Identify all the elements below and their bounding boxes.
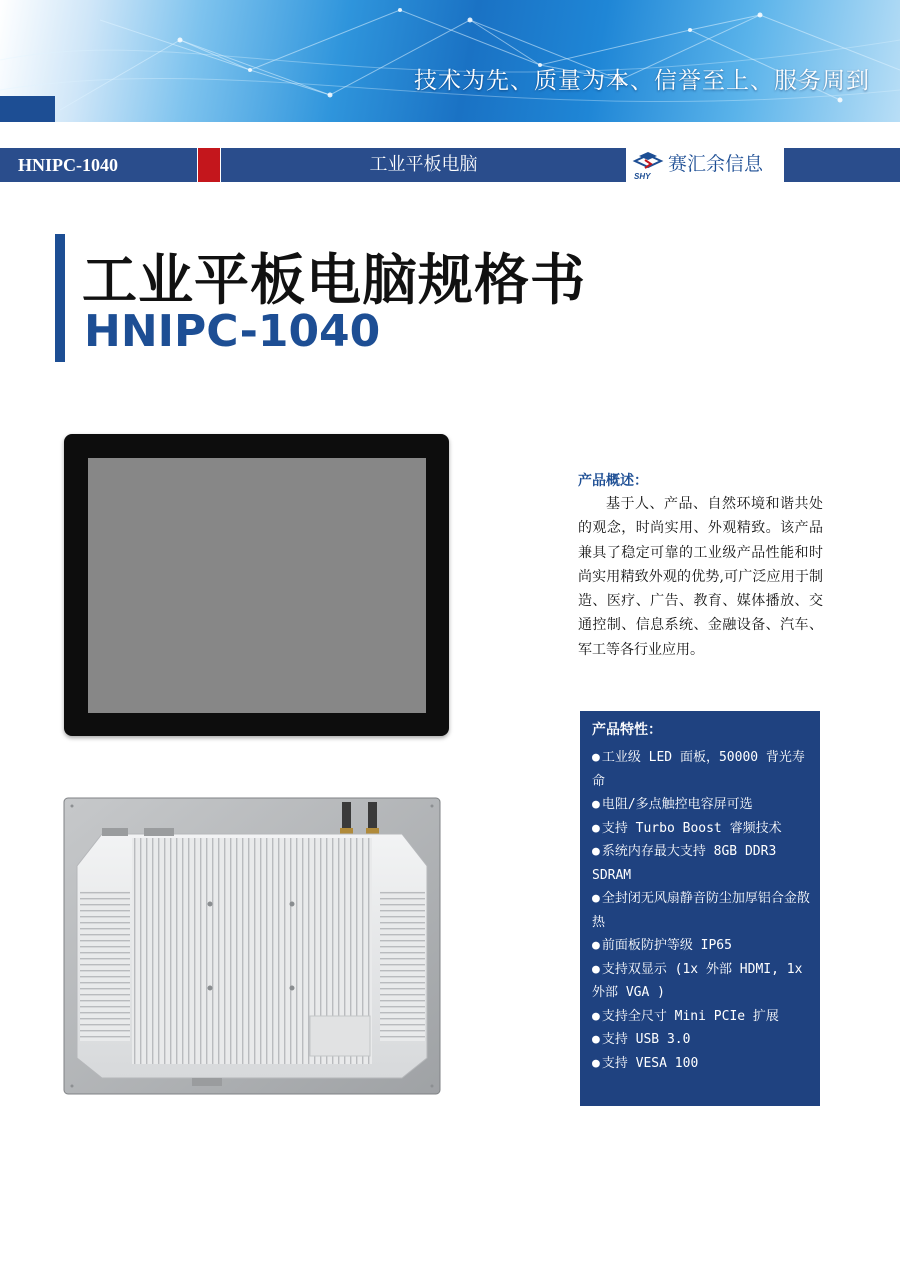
feature-item: ● 工业级 LED 面板，50000 背光寿命: [592, 746, 810, 793]
logo-mark-icon: [631, 150, 667, 180]
feature-item: ● 前面板防护等级 IP65: [592, 934, 810, 958]
overview-heading: 产品概述：: [578, 473, 648, 489]
overview-body: 基于人、产品、自然环境和谐共处的观念，时尚实用、外观精致。该产品兼具了稳定可靠的工业级产品性能和时尚实用精致外观的优势,可广泛应用于制造、医疗、广告、教育、媒体播放、交通控制、信息系统、金融设备、汽车、军工等各行业应用。: [578, 496, 823, 658]
product-back-image: [62, 796, 442, 1096]
feature-item: ● 支持双显示 (1x 外部 HDMI, 1x 外部 VGA ): [592, 958, 810, 1005]
top-banner: [0, 0, 900, 122]
header-category: 工业平板电脑: [221, 148, 626, 182]
banner-tab-decoration: [0, 96, 55, 122]
product-screen: [88, 458, 426, 713]
feature-item: ● 电阻/多点触控电容屏可选: [592, 793, 810, 817]
product-front-image: [64, 434, 449, 736]
header-end-bar: [784, 148, 900, 182]
feature-item: ● 系统内存最大支持 8GB DDR3 SDRAM: [592, 840, 810, 887]
title-accent-bar: [55, 234, 65, 362]
product-features-box: [580, 711, 820, 1106]
feature-item: ● 支持全尺寸 Mini PCIe 扩展: [592, 1005, 810, 1029]
document-title: 工业平板电脑规格书: [82, 248, 587, 312]
logo-sub-text: SHY: [634, 172, 651, 180]
document-model: HNIPC-1040: [84, 306, 381, 357]
logo-text: 赛汇余信息: [668, 153, 764, 175]
features-heading: 产品特性：: [592, 722, 662, 738]
header-strip: [0, 148, 900, 182]
header-model: HNIPC-1040: [0, 148, 197, 182]
feature-item: ● 支持 VESA 100: [592, 1052, 810, 1076]
feature-item: ● 支持 USB 3.0: [592, 1028, 810, 1052]
header-red-accent: [198, 148, 220, 182]
features-list: [592, 746, 810, 1075]
feature-item: ● 支持 Turbo Boost 睿频技术: [592, 817, 810, 841]
company-logo: [627, 148, 783, 182]
feature-item: ● 全封闭无风扇静音防尘加厚铝合金散热: [592, 887, 810, 934]
banner-network-graphic: [0, 0, 900, 122]
banner-slogan: 技术为先、质量为本、信誉至上、服务周到: [414, 68, 870, 94]
product-overview: [578, 470, 823, 662]
